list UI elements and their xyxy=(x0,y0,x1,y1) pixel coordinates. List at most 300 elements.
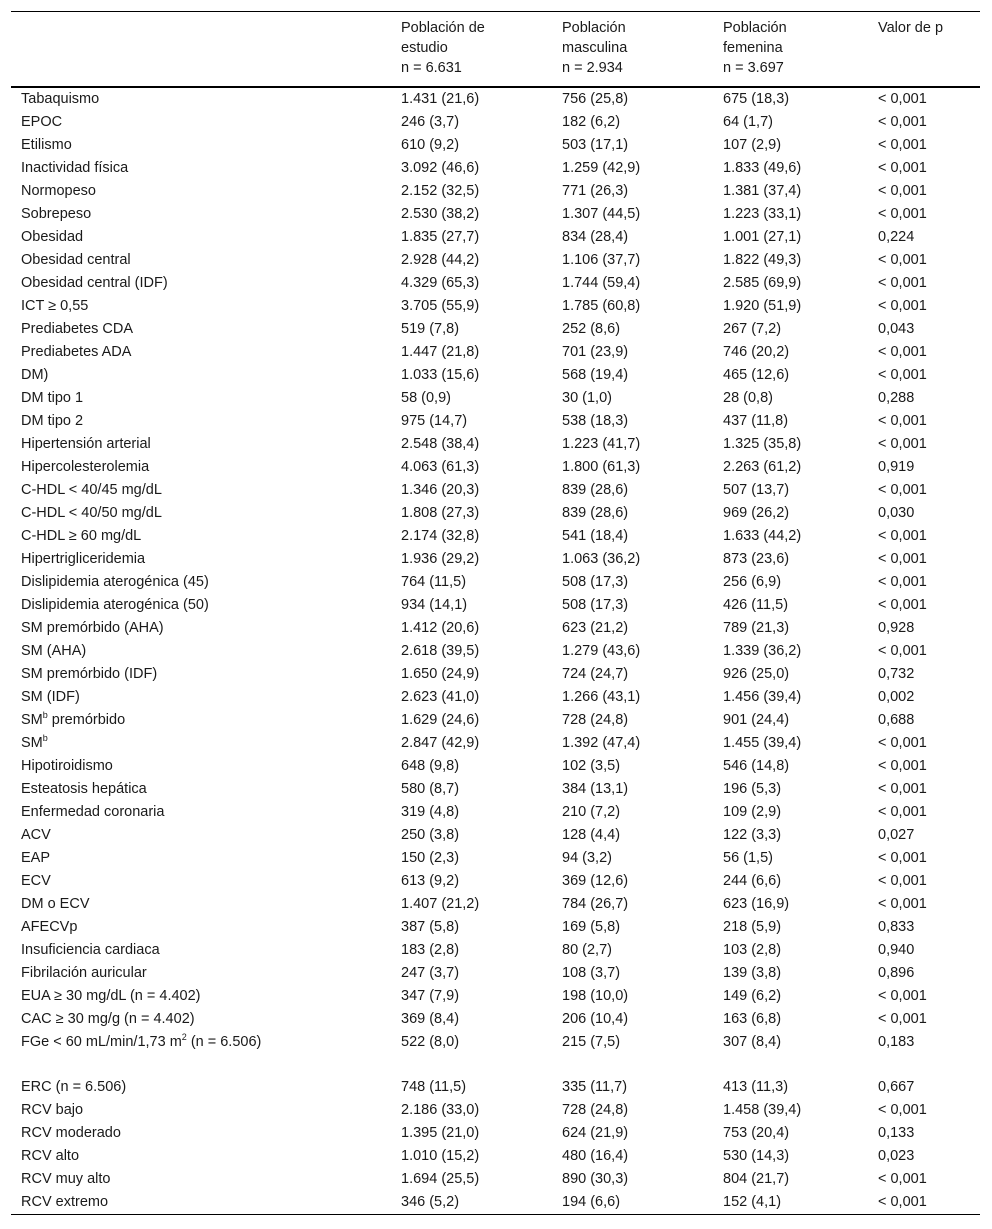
cell-p-value: 0,688 xyxy=(878,712,915,728)
cell-study-population: 4.329 (65,3) xyxy=(401,275,480,291)
table-row xyxy=(11,778,980,801)
table-row xyxy=(11,87,980,111)
row-label-text: CAC ≥ 30 mg/g (n = 4.402) xyxy=(21,1011,195,1027)
cell-study-population: 1.694 (25,5) xyxy=(401,1171,480,1187)
cell-male-population: 728 (24,8) xyxy=(562,1102,629,1118)
table-row xyxy=(11,203,980,226)
row-label-text: Hipercolesterolemia xyxy=(21,459,150,475)
cell-female-population: 149 (6,2) xyxy=(723,988,782,1004)
cell-female-population: 244 (6,6) xyxy=(723,873,782,889)
cell-study-population: 1.629 (24,6) xyxy=(401,712,480,728)
cell-p-value: < 0,001 xyxy=(878,482,927,498)
cell-p-value: 0,833 xyxy=(878,919,915,935)
cell-study-population: 1.936 (29,2) xyxy=(401,551,480,567)
table-row xyxy=(11,387,980,410)
row-label-text: C-HDL ≥ 60 mg/dL xyxy=(21,528,142,544)
cell-p-value: < 0,001 xyxy=(878,1011,927,1027)
row-label-text: SM xyxy=(21,735,43,751)
table-row xyxy=(11,295,980,318)
table-row xyxy=(11,571,980,594)
cell-male-population: 568 (19,4) xyxy=(562,367,629,383)
cell-p-value: < 0,001 xyxy=(878,735,927,751)
row-label-text: Esteatosis hepática xyxy=(21,781,147,797)
table-row xyxy=(11,341,980,364)
row-label xyxy=(11,525,391,548)
row-label-text: Obesidad central (IDF) xyxy=(21,275,168,291)
row-label-superscript: b xyxy=(42,710,48,720)
cell-study-population: 1.650 (24,9) xyxy=(401,666,480,682)
row-label xyxy=(11,801,391,824)
row-label xyxy=(11,226,391,249)
cell-male-population: 784 (26,7) xyxy=(562,896,629,912)
cell-male-population: 480 (16,4) xyxy=(562,1148,629,1164)
table-row xyxy=(11,755,980,778)
row-label xyxy=(11,410,391,433)
cell-female-population: 746 (20,2) xyxy=(723,344,790,360)
table-row xyxy=(11,502,980,525)
cell-study-population: 580 (8,7) xyxy=(401,781,460,797)
cell-study-population: 246 (3,7) xyxy=(401,114,460,130)
row-label-text: Prediabetes CDA xyxy=(21,321,134,337)
cell-female-population: 1.001 (27,1) xyxy=(723,229,802,245)
table-row xyxy=(11,640,980,663)
cell-p-value: 0,667 xyxy=(878,1079,915,1095)
row-label xyxy=(11,456,391,479)
row-label xyxy=(11,433,391,456)
row-label xyxy=(11,1031,391,1076)
header-line: Población xyxy=(562,20,626,36)
header-male-population xyxy=(552,12,713,88)
row-label-text: AFECVp xyxy=(21,919,78,935)
row-label-text: SM premórbido (IDF) xyxy=(21,666,158,682)
cell-study-population: 387 (5,8) xyxy=(401,919,460,935)
row-label-text: DM tipo 2 xyxy=(21,413,84,429)
row-label-text: Hipotiroidismo xyxy=(21,758,113,774)
table-row xyxy=(11,1168,980,1191)
cell-p-value: < 0,001 xyxy=(878,551,927,567)
table-row xyxy=(11,870,980,893)
table-row xyxy=(11,180,980,203)
cell-p-value: 0,928 xyxy=(878,620,915,636)
table-container xyxy=(11,11,980,1215)
cell-study-population: 1.346 (20,3) xyxy=(401,482,480,498)
cell-study-population: 613 (9,2) xyxy=(401,873,460,889)
cell-female-population: 109 (2,9) xyxy=(723,804,782,820)
cell-male-population: 756 (25,8) xyxy=(562,91,629,107)
table-row xyxy=(11,939,980,962)
row-label xyxy=(11,548,391,571)
cell-male-population: 538 (18,3) xyxy=(562,413,629,429)
cell-study-population: 150 (2,3) xyxy=(401,850,460,866)
cell-study-population: 2.174 (32,8) xyxy=(401,528,480,544)
cell-study-population: 1.010 (15,2) xyxy=(401,1148,480,1164)
cell-study-population: 748 (11,5) xyxy=(401,1079,467,1095)
row-label-superscript: b xyxy=(42,733,48,743)
cell-female-population: 926 (25,0) xyxy=(723,666,790,682)
row-label-text: SM premórbido (AHA) xyxy=(21,620,164,636)
table-row xyxy=(11,111,980,134)
row-label xyxy=(11,180,391,203)
cell-female-population: 218 (5,9) xyxy=(723,919,782,935)
cell-study-population: 247 (3,7) xyxy=(401,965,460,981)
cell-female-population: 122 (3,3) xyxy=(723,827,782,843)
header-line: Población xyxy=(723,20,787,36)
row-label xyxy=(11,203,391,226)
header-variable xyxy=(11,12,391,88)
cell-p-value: < 0,001 xyxy=(878,850,927,866)
cell-p-value: < 0,001 xyxy=(878,344,927,360)
table-row xyxy=(11,134,980,157)
cell-p-value: < 0,001 xyxy=(878,436,927,452)
table-row xyxy=(11,962,980,985)
table-row xyxy=(11,318,980,341)
cell-p-value: < 0,001 xyxy=(878,643,927,659)
cell-female-population: 28 (0,8) xyxy=(723,390,773,406)
table-row xyxy=(11,249,980,272)
row-label-text: DM o ECV xyxy=(21,896,90,912)
table-row xyxy=(11,801,980,824)
row-label xyxy=(11,111,391,134)
cell-male-population: 128 (4,4) xyxy=(562,827,621,843)
cell-male-population: 30 (1,0) xyxy=(562,390,612,406)
table-row xyxy=(11,1031,980,1076)
cell-study-population: 610 (9,2) xyxy=(401,137,460,153)
table-row xyxy=(11,686,980,709)
table-row xyxy=(11,1008,980,1031)
cell-study-population: 369 (8,4) xyxy=(401,1011,460,1027)
row-label-text: Hipertrigliceridemia xyxy=(21,551,146,567)
cell-study-population: 1.835 (27,7) xyxy=(401,229,480,245)
cell-female-population: 139 (3,8) xyxy=(723,965,782,981)
cell-male-population: 834 (28,4) xyxy=(562,229,629,245)
row-label-text: ECV xyxy=(21,873,51,889)
row-label-text: RCV moderado xyxy=(21,1125,121,1141)
cell-p-value: < 0,001 xyxy=(878,298,927,314)
row-label-text: RCV bajo xyxy=(21,1102,84,1118)
cell-p-value: 0,002 xyxy=(878,689,915,705)
cell-p-value: < 0,001 xyxy=(878,597,927,613)
row-label-text: DM) xyxy=(21,367,49,383)
row-label-text: Sobrepeso xyxy=(21,206,92,222)
cell-study-population: 1.431 (21,6) xyxy=(401,91,480,107)
row-label-text: RCV muy alto xyxy=(21,1171,111,1187)
cell-female-population: 465 (12,6) xyxy=(723,367,790,383)
table-row xyxy=(11,594,980,617)
row-label xyxy=(11,1099,391,1122)
cell-male-population: 508 (17,3) xyxy=(562,597,629,613)
row-label-text: Dislipidemia aterogénica (45) xyxy=(21,574,209,590)
row-label xyxy=(11,847,391,870)
cell-female-population: 267 (7,2) xyxy=(723,321,782,337)
cell-study-population: 522 (8,0) xyxy=(401,1034,460,1050)
cell-female-population: 56 (1,5) xyxy=(723,850,773,866)
row-label-text: C-HDL < 40/50 mg/dL xyxy=(21,505,162,521)
cell-female-population: 307 (8,4) xyxy=(723,1034,782,1050)
row-label-text: Obesidad xyxy=(21,229,84,245)
cell-p-value: 0,732 xyxy=(878,666,915,682)
header-line: n = 3.697 xyxy=(723,60,784,76)
row-label xyxy=(11,870,391,893)
cell-male-population: 182 (6,2) xyxy=(562,114,621,130)
cell-study-population: 975 (14,7) xyxy=(401,413,468,429)
row-label-text: Inactividad física xyxy=(21,160,129,176)
cell-female-population: 1.822 (49,3) xyxy=(723,252,802,268)
header-line: n = 2.934 xyxy=(562,60,623,76)
cell-female-population: 1.833 (49,6) xyxy=(723,160,802,176)
cell-female-population: 1.920 (51,9) xyxy=(723,298,802,314)
row-label xyxy=(11,134,391,157)
header-row xyxy=(11,12,980,88)
header-line: femenina xyxy=(723,40,783,56)
row-label xyxy=(11,962,391,985)
cell-male-population: 1.266 (43,1) xyxy=(562,689,641,705)
prevalence-table xyxy=(11,11,980,1215)
header-female-population xyxy=(713,12,868,88)
cell-study-population: 1.395 (21,0) xyxy=(401,1125,480,1141)
cell-male-population: 1.785 (60,8) xyxy=(562,298,641,314)
row-label-text: EUA ≥ 30 mg/dL (n = 4.402) xyxy=(21,988,201,1004)
table-row xyxy=(11,709,980,732)
table-row xyxy=(11,479,980,502)
cell-male-population: 198 (10,0) xyxy=(562,988,629,1004)
cell-male-population: 94 (3,2) xyxy=(562,850,612,866)
cell-p-value: 0,030 xyxy=(878,505,915,521)
row-label-text: Obesidad central xyxy=(21,252,131,268)
row-label xyxy=(11,341,391,364)
row-label xyxy=(11,272,391,295)
cell-study-population: 3.092 (46,6) xyxy=(401,160,480,176)
row-label-text: RCV extremo xyxy=(21,1194,109,1210)
cell-male-population: 1.223 (41,7) xyxy=(562,436,641,452)
cell-female-population: 789 (21,3) xyxy=(723,620,790,636)
cell-p-value: < 0,001 xyxy=(878,275,927,291)
table-row xyxy=(11,1099,980,1122)
cell-p-value: < 0,001 xyxy=(878,91,927,107)
cell-female-population: 413 (11,3) xyxy=(723,1079,789,1095)
cell-male-population: 1.800 (61,3) xyxy=(562,459,641,475)
row-label xyxy=(11,732,391,755)
cell-female-population: 1.456 (39,4) xyxy=(723,689,802,705)
row-label-text: EPOC xyxy=(21,114,63,130)
cell-p-value: 0,133 xyxy=(878,1125,915,1141)
header-p-value xyxy=(868,12,980,88)
cell-study-population: 58 (0,9) xyxy=(401,390,451,406)
cell-p-value: < 0,001 xyxy=(878,183,927,199)
header-line: Población de xyxy=(401,20,485,36)
cell-p-value: 0,288 xyxy=(878,390,915,406)
table-row xyxy=(11,1122,980,1145)
row-label-text: Enfermedad coronaria xyxy=(21,804,165,820)
cell-female-population: 623 (16,9) xyxy=(723,896,790,912)
row-label xyxy=(11,157,391,180)
cell-female-population: 1.223 (33,1) xyxy=(723,206,802,222)
row-label-text: RCV alto xyxy=(21,1148,80,1164)
table-row xyxy=(11,663,980,686)
cell-female-population: 426 (11,5) xyxy=(723,597,789,613)
row-label xyxy=(11,709,391,732)
cell-p-value: < 0,001 xyxy=(878,413,927,429)
cell-study-population: 519 (7,8) xyxy=(401,321,460,337)
cell-female-population: 1.381 (37,4) xyxy=(723,183,802,199)
cell-female-population: 804 (21,7) xyxy=(723,1171,790,1187)
row-label xyxy=(11,617,391,640)
cell-female-population: 1.325 (35,8) xyxy=(723,436,802,452)
cell-male-population: 194 (6,6) xyxy=(562,1194,621,1210)
cell-male-population: 206 (10,4) xyxy=(562,1011,629,1027)
cell-female-population: 546 (14,8) xyxy=(723,758,790,774)
cell-female-population: 873 (23,6) xyxy=(723,551,790,567)
cell-male-population: 1.279 (43,6) xyxy=(562,643,641,659)
row-label xyxy=(11,916,391,939)
row-label-text: FGe < 60 mL/min/1,73 m xyxy=(21,1034,182,1050)
cell-male-population: 1.106 (37,7) xyxy=(562,252,641,268)
cell-female-population: 152 (4,1) xyxy=(723,1194,782,1210)
cell-male-population: 701 (23,9) xyxy=(562,344,629,360)
cell-p-value: 0,919 xyxy=(878,459,915,475)
row-label xyxy=(11,939,391,962)
cell-male-population: 369 (12,6) xyxy=(562,873,629,889)
row-label-text: Hipertensión arterial xyxy=(21,436,151,452)
cell-female-population: 2.263 (61,2) xyxy=(723,459,802,475)
cell-male-population: 1.307 (44,5) xyxy=(562,206,641,222)
cell-female-population: 969 (26,2) xyxy=(723,505,790,521)
cell-male-population: 210 (7,2) xyxy=(562,804,621,820)
row-label xyxy=(11,1008,391,1031)
cell-p-value: 0,940 xyxy=(878,942,915,958)
row-label xyxy=(11,824,391,847)
cell-male-population: 1.063 (36,2) xyxy=(562,551,641,567)
cell-p-value: < 0,001 xyxy=(878,114,927,130)
cell-study-population: 346 (5,2) xyxy=(401,1194,460,1210)
row-label-text: Normopeso xyxy=(21,183,96,199)
table-row xyxy=(11,525,980,548)
cell-study-population: 1.447 (21,8) xyxy=(401,344,480,360)
row-label-text: SM xyxy=(21,712,43,728)
table-row xyxy=(11,824,980,847)
cell-study-population: 2.548 (38,4) xyxy=(401,436,480,452)
cell-male-population: 384 (13,1) xyxy=(562,781,629,797)
row-label xyxy=(11,1145,391,1168)
row-label xyxy=(11,778,391,801)
table-row xyxy=(11,1145,980,1168)
cell-male-population: 771 (26,3) xyxy=(562,183,629,199)
cell-male-population: 624 (21,9) xyxy=(562,1125,629,1141)
cell-female-population: 530 (14,3) xyxy=(723,1148,790,1164)
cell-study-population: 347 (7,9) xyxy=(401,988,460,1004)
row-label xyxy=(11,755,391,778)
cell-p-value: < 0,001 xyxy=(878,896,927,912)
table-row xyxy=(11,226,980,249)
cell-p-value: < 0,001 xyxy=(878,367,927,383)
table-row xyxy=(11,893,980,916)
cell-study-population: 648 (9,8) xyxy=(401,758,460,774)
cell-female-population: 64 (1,7) xyxy=(723,114,773,130)
cell-female-population: 507 (13,7) xyxy=(723,482,790,498)
cell-male-population: 102 (3,5) xyxy=(562,758,621,774)
row-label xyxy=(11,1076,391,1099)
header-line: estudio xyxy=(401,40,448,56)
cell-p-value: 0,183 xyxy=(878,1034,915,1050)
cell-study-population: 1.412 (20,6) xyxy=(401,620,480,636)
cell-p-value: < 0,001 xyxy=(878,252,927,268)
row-label-text: ICT ≥ 0,55 xyxy=(21,298,89,314)
table-row xyxy=(11,364,980,387)
cell-female-population: 437 (11,8) xyxy=(723,413,789,429)
row-label-text: ACV xyxy=(21,827,51,843)
row-label xyxy=(11,893,391,916)
header-line: n = 6.631 xyxy=(401,60,462,76)
row-label xyxy=(11,87,391,111)
cell-female-population: 107 (2,9) xyxy=(723,137,782,153)
row-label-text: Etilismo xyxy=(21,137,72,153)
table-row xyxy=(11,617,980,640)
cell-female-population: 163 (6,8) xyxy=(723,1011,782,1027)
row-label xyxy=(11,502,391,525)
cell-study-population: 250 (3,8) xyxy=(401,827,460,843)
cell-male-population: 890 (30,3) xyxy=(562,1171,629,1187)
cell-male-population: 839 (28,6) xyxy=(562,482,629,498)
cell-study-population: 764 (11,5) xyxy=(401,574,467,590)
cell-female-population: 1.455 (39,4) xyxy=(723,735,802,751)
row-label-text: EAP xyxy=(21,850,51,866)
row-label-text: Dislipidemia aterogénica (50) xyxy=(21,597,209,613)
table-row xyxy=(11,916,980,939)
cell-male-population: 80 (2,7) xyxy=(562,942,612,958)
row-label xyxy=(11,1168,391,1191)
cell-study-population: 2.847 (42,9) xyxy=(401,735,480,751)
table-row xyxy=(11,1191,980,1215)
cell-female-population: 1.633 (44,2) xyxy=(723,528,802,544)
row-label xyxy=(11,249,391,272)
row-label xyxy=(11,1122,391,1145)
row-label xyxy=(11,318,391,341)
cell-p-value: < 0,001 xyxy=(878,574,927,590)
cell-female-population: 196 (5,3) xyxy=(723,781,782,797)
cell-male-population: 169 (5,8) xyxy=(562,919,621,935)
row-label-text: ERC (n = 6.506) xyxy=(21,1079,127,1095)
row-label xyxy=(11,686,391,709)
cell-p-value: < 0,001 xyxy=(878,528,927,544)
cell-p-value: 0,023 xyxy=(878,1148,915,1164)
row-label-text: Prediabetes ADA xyxy=(21,344,132,360)
cell-male-population: 108 (3,7) xyxy=(562,965,621,981)
row-label-suffix: (n = 6.506) xyxy=(186,1034,262,1050)
row-label-text: SM (AHA) xyxy=(21,643,87,659)
cell-study-population: 1.033 (15,6) xyxy=(401,367,480,383)
cell-female-population: 256 (6,9) xyxy=(723,574,782,590)
cell-p-value: < 0,001 xyxy=(878,758,927,774)
cell-p-value: < 0,001 xyxy=(878,137,927,153)
cell-study-population: 2.186 (33,0) xyxy=(401,1102,480,1118)
table-row xyxy=(11,985,980,1008)
cell-female-population: 675 (18,3) xyxy=(723,91,790,107)
table-body xyxy=(11,87,980,1215)
cell-study-population: 319 (4,8) xyxy=(401,804,460,820)
cell-female-population: 753 (20,4) xyxy=(723,1125,790,1141)
row-label xyxy=(11,387,391,410)
row-label-text: Insuficiencia cardiaca xyxy=(21,942,160,958)
cell-p-value: < 0,001 xyxy=(878,781,927,797)
table-row xyxy=(11,157,980,180)
cell-female-population: 1.339 (36,2) xyxy=(723,643,802,659)
cell-study-population: 2.623 (41,0) xyxy=(401,689,480,705)
cell-study-population: 3.705 (55,9) xyxy=(401,298,480,314)
cell-study-population: 2.530 (38,2) xyxy=(401,206,480,222)
cell-study-population: 1.808 (27,3) xyxy=(401,505,480,521)
row-label-suffix: premórbido xyxy=(47,712,126,728)
table-row xyxy=(11,548,980,571)
table-header xyxy=(11,12,980,88)
